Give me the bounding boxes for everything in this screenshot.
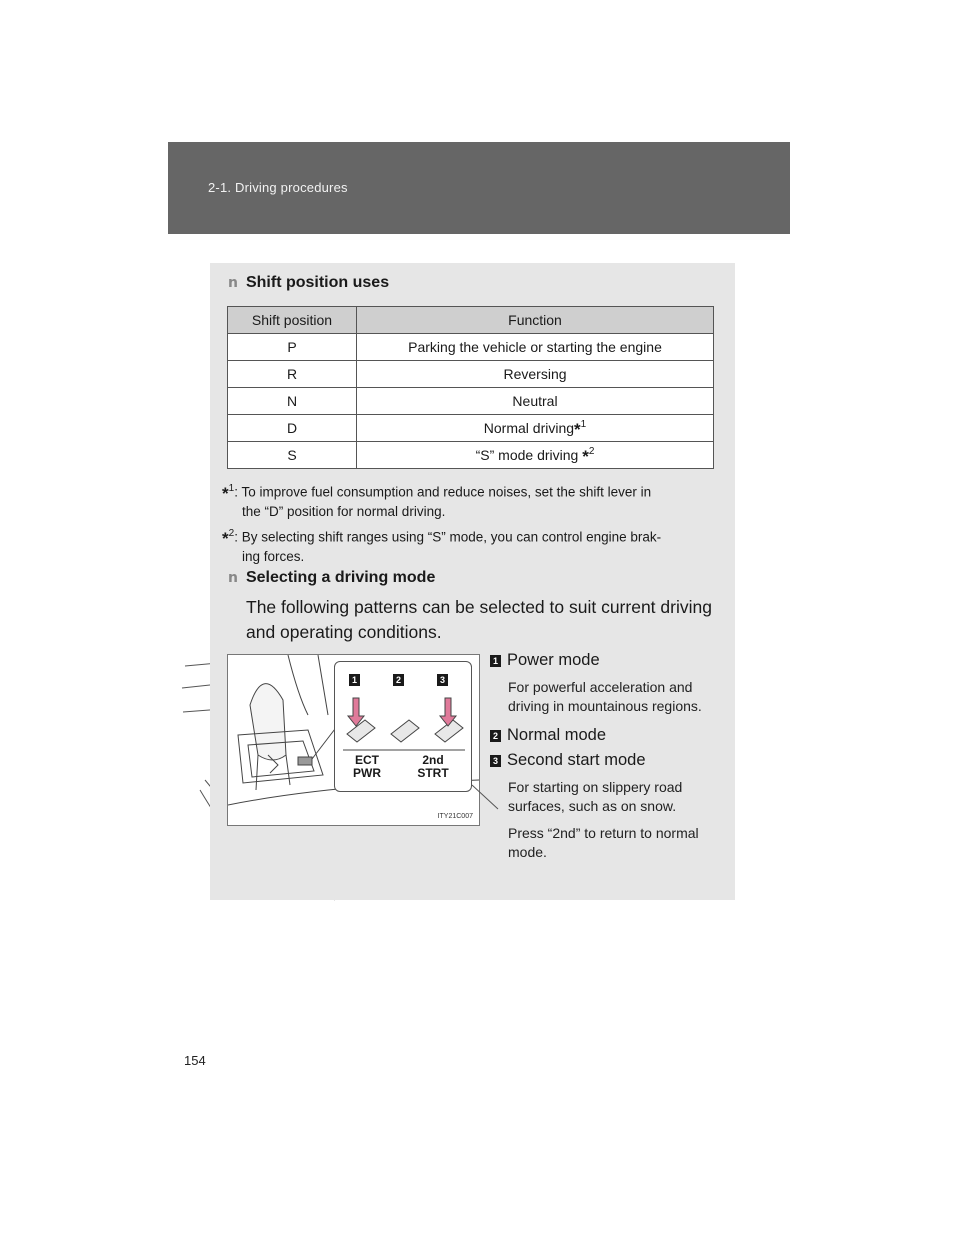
footnote-text-cont: ing forces. <box>242 548 305 564</box>
table-row <box>228 442 714 469</box>
driving-mode-heading <box>228 569 435 587</box>
pwr-label: PWR <box>353 766 381 780</box>
footnote-number: 2 <box>228 528 235 539</box>
mode-list <box>490 651 730 862</box>
second-start-label <box>413 754 453 780</box>
footnote-2 <box>222 524 714 566</box>
bullet-marker: n <box>228 570 238 586</box>
driving-mode-description: The following patterns can be selected to suit current driving and operating conditions. <box>246 597 712 642</box>
cell-position: P <box>228 334 357 361</box>
number-1-icon: 1 <box>490 655 501 667</box>
table-row <box>228 361 714 388</box>
switch-detail-box <box>334 661 472 792</box>
shift-uses-heading <box>228 274 389 292</box>
mode-item <box>490 726 730 745</box>
footnote-star: * <box>574 420 581 439</box>
table-row <box>228 415 714 442</box>
cell-function <box>357 361 714 388</box>
mode-item <box>490 751 730 862</box>
table-row <box>228 388 714 415</box>
mode-title <box>490 751 730 770</box>
mode-title <box>490 726 730 745</box>
ect-label: ECT <box>355 753 379 767</box>
footnote-star: * <box>222 528 229 548</box>
driving-mode-title: Selecting a driving mode <box>245 569 436 586</box>
function-text: “S” mode driving <box>475 447 583 463</box>
cell-position: D <box>228 415 357 442</box>
header-shift-position: Shift position <box>228 307 357 334</box>
function-text: Normal driving <box>483 420 575 436</box>
table-header-row <box>228 307 714 334</box>
mode-title <box>490 651 730 670</box>
footnote-ref: 2 <box>588 446 595 458</box>
page-number: 154 <box>184 1053 206 1068</box>
cell-position: S <box>228 442 357 469</box>
number-1-icon: 1 <box>349 674 360 686</box>
number-3-icon: 3 <box>490 755 501 767</box>
number-2-icon: 2 <box>490 730 501 742</box>
footnote-ref: 1 <box>580 419 587 431</box>
cell-position: N <box>228 388 357 415</box>
mode-title-text: Normal mode <box>507 726 607 744</box>
mode-description: For powerful acceleration and driving in mountainous regions. <box>508 679 702 714</box>
number-3-icon: 3 <box>437 674 448 686</box>
ect-pwr-label <box>349 754 385 780</box>
cell-position: R <box>228 361 357 388</box>
section-title: 2-1. Driving procedures <box>208 180 348 195</box>
header-function: Function <box>357 307 714 334</box>
footnote-number: 1 <box>228 483 235 494</box>
cell-function <box>357 442 714 469</box>
footnote-star: * <box>222 483 229 503</box>
footnote-text-cont: the “D” position for normal driving. <box>242 503 446 519</box>
mode-switch-illustration <box>227 654 480 826</box>
strt-label: STRT <box>417 766 449 780</box>
illustration-code: ITY21C007 <box>437 813 473 820</box>
bullet-marker: n <box>228 275 238 291</box>
footnote-1 <box>222 479 714 521</box>
cell-function <box>357 415 714 442</box>
function-text: Neutral <box>512 393 558 409</box>
mode-title-text: Power mode <box>507 651 600 669</box>
function-text: Reversing <box>503 366 567 382</box>
cell-function <box>357 334 714 361</box>
mode-description: Press “2nd” to return to normal mode. <box>508 825 699 860</box>
mode-description: For starting on slippery road surfaces, such as on snow. <box>508 779 683 814</box>
footnote-text: : By selecting shift ranges using “S” mode, you can control engine brak- <box>234 529 662 545</box>
function-text: Parking the vehicle or starting the engine <box>408 339 662 355</box>
table-row <box>228 334 714 361</box>
mode-item <box>490 651 730 716</box>
shift-uses-title: Shift position uses <box>245 274 390 291</box>
footnote-text: : To improve fuel consumption and reduce noises, set the shift lever in <box>234 484 652 500</box>
cell-function <box>357 388 714 415</box>
shift-position-table <box>227 306 714 469</box>
number-2-icon: 2 <box>393 674 404 686</box>
second-label: 2nd <box>422 753 444 767</box>
mode-title-text: Second start mode <box>507 751 646 769</box>
footnote-star: * <box>582 447 589 466</box>
content-panel <box>210 263 735 900</box>
